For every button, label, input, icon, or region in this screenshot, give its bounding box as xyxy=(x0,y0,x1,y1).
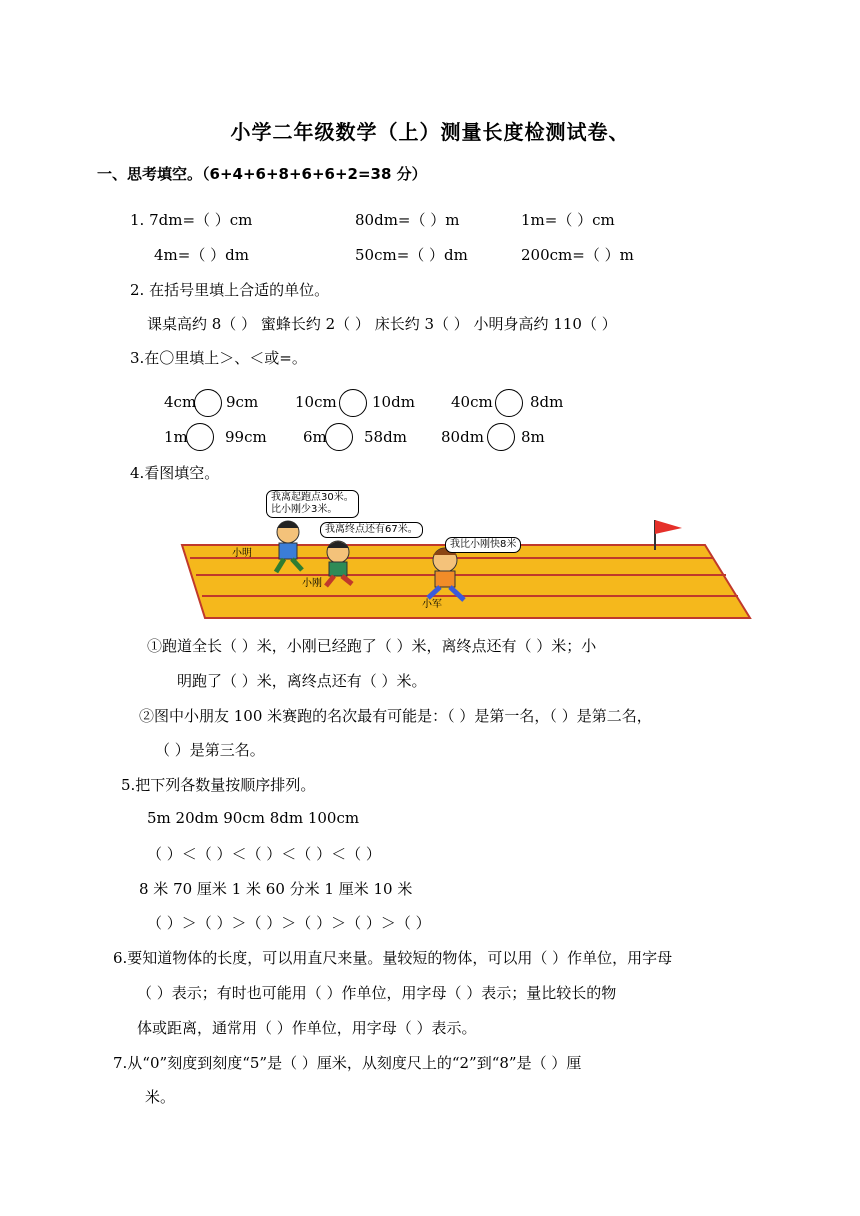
q4-sub1: ①跑道全长（ ）米，小刚已经跑了（ ）米，离终点还有（ ）米；小 xyxy=(147,637,597,655)
q1-item: 200cm=（ ）m xyxy=(521,246,634,264)
bubble-line: 我离起跑点30米。 xyxy=(271,492,354,503)
q4-sub2-cont: （ ）是第三名。 xyxy=(155,741,265,759)
q3-left: 6m xyxy=(303,428,327,446)
q3-right: 58dm xyxy=(364,428,407,446)
section-heading: 一、思考填空。（6+4+6+8+6+6+2=38 分） xyxy=(97,165,427,183)
q1-item: 1m=（ ）cm xyxy=(521,211,615,229)
compare-circle[interactable] xyxy=(194,389,222,417)
q1-item: 80dm=（ ）m xyxy=(355,211,460,229)
track-surface xyxy=(182,545,750,618)
runner-label: 小刚 xyxy=(302,578,322,589)
speech-bubble xyxy=(266,490,359,518)
q4-sub2: ②图中小朋友 100 米赛跑的名次最有可能是：（ ）是第一名，（ ）是第二名， xyxy=(139,707,652,725)
compare-circle[interactable] xyxy=(487,423,515,451)
q4-title: 4.看图填空。 xyxy=(130,464,220,482)
q3-right: 99cm xyxy=(225,428,267,446)
q4-sub1-cont: 明跑了（ ）米，离终点还有（ ）米。 xyxy=(177,672,427,690)
q5-items: 8 米 70 厘米 1 米 60 分米 1 厘米 10 米 xyxy=(139,880,413,898)
q3-left: 80dm xyxy=(441,428,484,446)
q7-line: 米。 xyxy=(145,1088,176,1106)
flag-icon xyxy=(655,520,682,534)
q5-items: 5m 20dm 90cm 8dm 100cm xyxy=(147,809,360,827)
speech-bubble: 我离终点还有67米。 xyxy=(320,522,423,538)
q3-left: 4cm xyxy=(164,393,197,411)
race-track-illustration xyxy=(180,488,752,622)
compare-circle[interactable] xyxy=(495,389,523,417)
runner-label: 小明 xyxy=(232,548,252,559)
speech-bubble: 我比小刚快8米 xyxy=(445,537,521,553)
q1-item: 50cm=（ ）dm xyxy=(355,246,468,264)
q6-line: 体或距离，通常用（ ）作单位，用字母（ ）表示。 xyxy=(137,1019,477,1037)
q6-line: （ ）表示；有时也可能用（ ）作单位，用字母（ ）表示；量比较长的物 xyxy=(137,984,617,1002)
q5-order: （ ）＞（ ）＞（ ）＞（ ）＞（ ）＞（ ） xyxy=(147,914,431,932)
q3-left: 40cm xyxy=(451,393,493,411)
q3-left: 1m xyxy=(164,428,188,446)
q3-right: 10dm xyxy=(372,393,415,411)
compare-circle[interactable] xyxy=(186,423,214,451)
q3-left: 10cm xyxy=(295,393,337,411)
q3-title: 3.在〇里填上＞、＜或=。 xyxy=(130,349,307,367)
q5-title: 5.把下列各数量按顺序排列。 xyxy=(121,776,316,794)
q3-right: 8m xyxy=(521,428,545,446)
runner-label: 小军 xyxy=(422,599,442,610)
q6-line: 6.要知道物体的长度，可以用直尺来量。量较短的物体，可以用（ ）作单位，用字母 xyxy=(113,949,673,967)
q5-order: （ ）＜（ ）＜（ ）＜（ ）＜（ ） xyxy=(147,845,381,863)
q2-title: 2. 在括号里填上合适的单位。 xyxy=(130,281,330,299)
bubble-line: 比小刚少3米。 xyxy=(271,504,338,515)
q3-right: 8dm xyxy=(530,393,564,411)
q7-line: 7.从“0”刻度到刻度“5”是（ ）厘米，从刻度尺上的“2”到“8”是（ ）厘 xyxy=(113,1054,582,1072)
q3-right: 9cm xyxy=(226,393,259,411)
q1-item: 4m=（ ）dm xyxy=(154,246,249,264)
compare-circle[interactable] xyxy=(325,423,353,451)
compare-circle[interactable] xyxy=(339,389,367,417)
q1-item: 1. 7dm=（ ）cm xyxy=(130,211,253,229)
q2-line: 课桌高约 8（ ） 蜜蜂长约 2（ ） 床长约 3（ ） 小明身高约 110（ ） xyxy=(147,315,617,333)
page-title: 小学二年级数学（上）测量长度检测试卷、 xyxy=(230,120,630,144)
